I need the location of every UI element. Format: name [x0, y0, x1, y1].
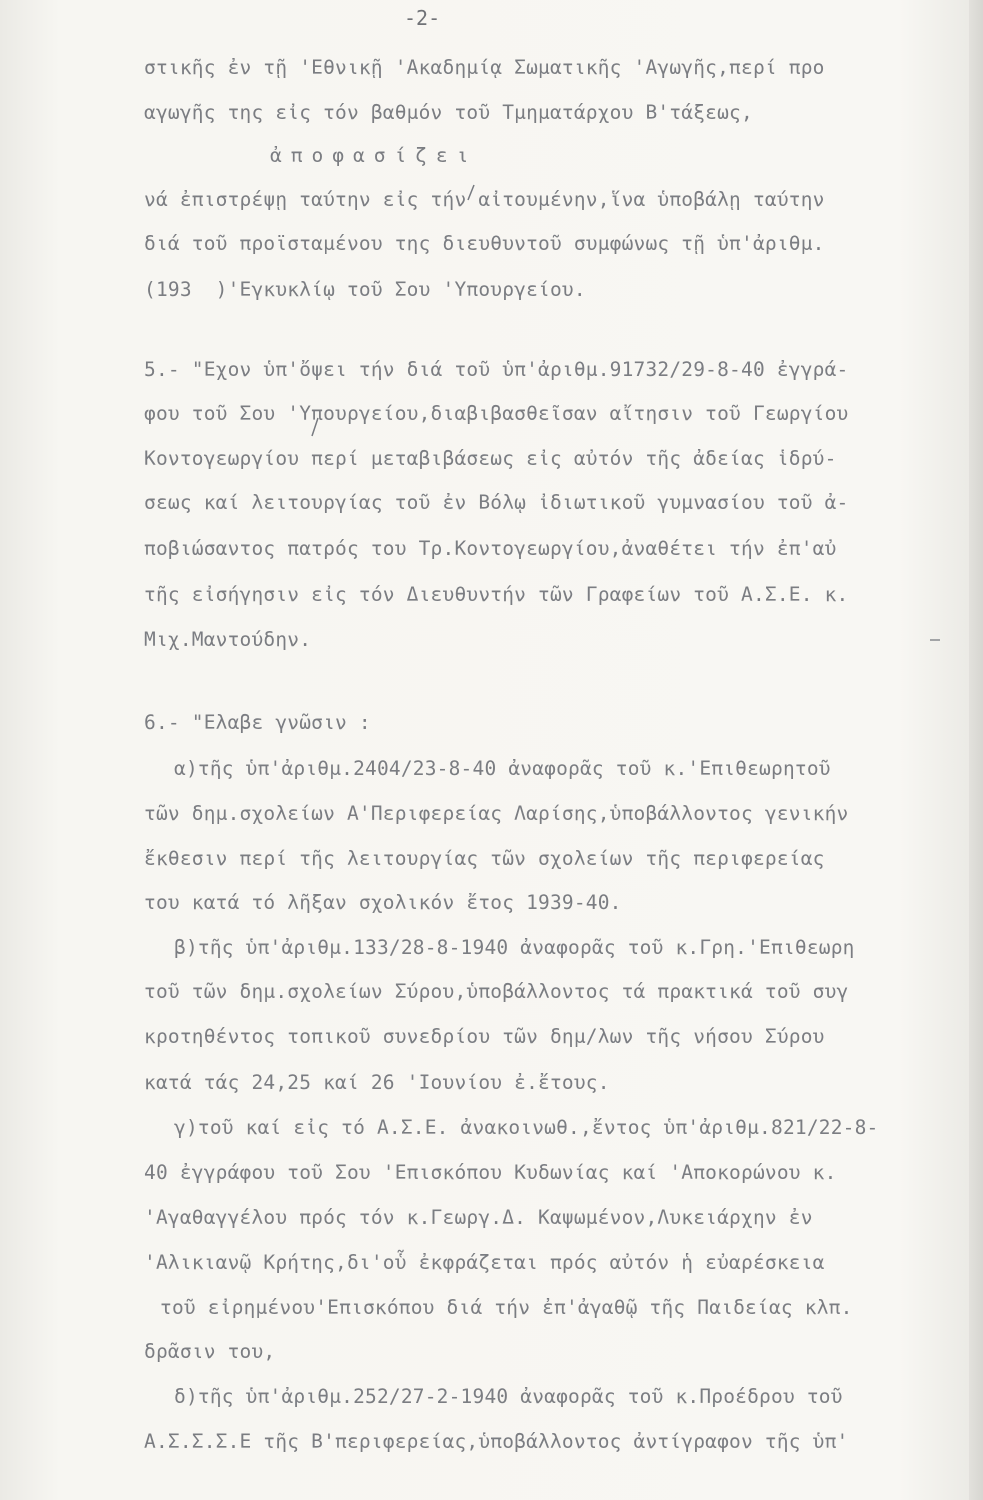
item6-line-a2: τῶν δημ.σχολείων Α'Περιφερείας Λαρίσης,ὑποβάλλοντος γενικήν [144, 802, 849, 825]
item6-line-a4: του κατά τό λῆξαν σχολικόν ἔτος 1939-40. [144, 891, 622, 914]
item5-line-5: ποβιώσαντος πατρός του Τρ.Κοντογεωργίου,ἀναθέτει τήν ἐπ'αὐ [144, 537, 837, 560]
page-binding-edge [969, 0, 983, 1500]
item5-line-4: σεως καί λειτουργίας τοῦ ἐν Βόλῳ ἰδιωτικοῦ γυμνασίου τοῦ ἀ- [144, 491, 849, 514]
item6-line-d1: δ)τῆς ὑπ'ἀριθμ.252/27-2-1940 ἀναφορᾶς τοῦ κ.Προέδρου τοῦ [174, 1385, 843, 1408]
item6-line-d2: Α.Σ.Σ.Σ.Ε τῆς Β'περιφερείας,ὑποβάλλοντος ἀντίγραφον τῆς ὑπ' [144, 1430, 849, 1453]
item6-line-c4: 'Αλικιανῷ Κρήτης,δι'οὗ ἐκφράζεται πρός αὐτόν ἡ εὐαρέσκεια [144, 1251, 825, 1274]
intro-line-1: στικῆς ἐν τῇ 'Εθνικῇ 'Ακαδημίᾳ Σωματικῆς 'Αγωγῆς,περί προ [144, 56, 825, 79]
intro-line-4: νά ἐπιστρέψῃ ταύτην εἰς τήν αἰτουμένην,ἵνα ὑποβάλῃ ταύτην [144, 188, 825, 211]
page-number: -2- [404, 6, 441, 30]
item6-heading: 6.- "Ελαβε γνῶσιν : [144, 711, 371, 734]
item6-line-a3: ἔκθεσιν περί τῆς λειτουργίας τῶν σχολείων τῆς περιφερείας [144, 847, 825, 870]
item5-line-1: 5.- "Εχον ὑπ'ὄψει τήν διά τοῦ ὑπ'ἀριθμ.91732/29-8-40 ἐγγρά- [144, 358, 849, 381]
item5-line-2: φου τοῦ Σου 'Υπουργείου,διαβιβασθεῖσαν αἴτησιν τοῦ Γεωργίου [144, 402, 849, 425]
item6-line-c2: 40 ἐγγράφου τοῦ Σου 'Επισκόπου Κυδωνίας καί 'Αποκορώνου κ. [144, 1161, 837, 1184]
item6-line-b1: β)τῆς ὑπ'ἀριθμ.133/28-8-1940 ἀναφορᾶς τοῦ κ.Γρη.'Επιθεωρη [174, 936, 855, 959]
item6-line-c1: γ)τοῦ καί εἰς τό Α.Σ.Ε. ἀνακοινωθ.,ἔντος ὑπ'ἀριθμ.821/22-8- [174, 1116, 879, 1139]
intro-line-6: (193 )'Εγκυκλίῳ τοῦ Σου 'Υπουργείου. [144, 278, 586, 301]
item6-line-c3: 'Αγαθαγγέλου πρός τόν κ.Γεωργ.Δ. Καψωμένον,Λυκειάρχην ἐν [144, 1206, 813, 1229]
item6-line-b3: κροτηθέντος τοπικοῦ συνεδρίου τῶν δημ/λων τῆς νήσου Σύρου [144, 1025, 825, 1048]
item6-line-c5: τοῦ εἰρημένου'Επισκόπου διά τήν ἐπ'ἀγαθῷ τῆς Παιδείας κλπ. [160, 1296, 853, 1319]
item6-line-c6: δρᾶσιν του, [144, 1340, 276, 1363]
item5-line-7: Μιχ.Μαντούδην. [144, 628, 312, 651]
intro-line-3-decision: ἀποφασίζει [270, 144, 478, 167]
item5-line-6: τῆς εἰσήγησιν εἰς τόν Διευθυντήν τῶν Γραφείων τοῦ Α.Σ.Ε. κ. [144, 583, 849, 606]
intro-line-2: αγωγῆς της εἰς τόν βαθμόν τοῦ Τμηματάρχου Β'τάξεως, [144, 101, 753, 124]
item6-line-b2: τοῦ τῶν δημ.σχολείων Σύρου,ὑποβάλλοντος τά πρακτικά τοῦ συγ [144, 980, 849, 1003]
item5-line-3: Κοντογεωργίου περί μεταβιβάσεως εἰς αὐτόν τῆς ἀδείας ἱδρύ- [144, 447, 837, 470]
item6-line-a1: α)τῆς ὑπ'ἀριθμ.2404/23-8-40 ἀναφορᾶς τοῦ κ.'Επιθεωρητοῦ [174, 757, 831, 780]
item6-line-b4: κατά τάς 24,25 καί 26 'Ιουνίου ἐ.ἔτους. [144, 1071, 610, 1094]
intro-line-5: διά τοῦ προϊσταμένου της διευθυντοῦ συμφώνως τῇ ὑπ'ἀριθμ. [144, 232, 825, 255]
